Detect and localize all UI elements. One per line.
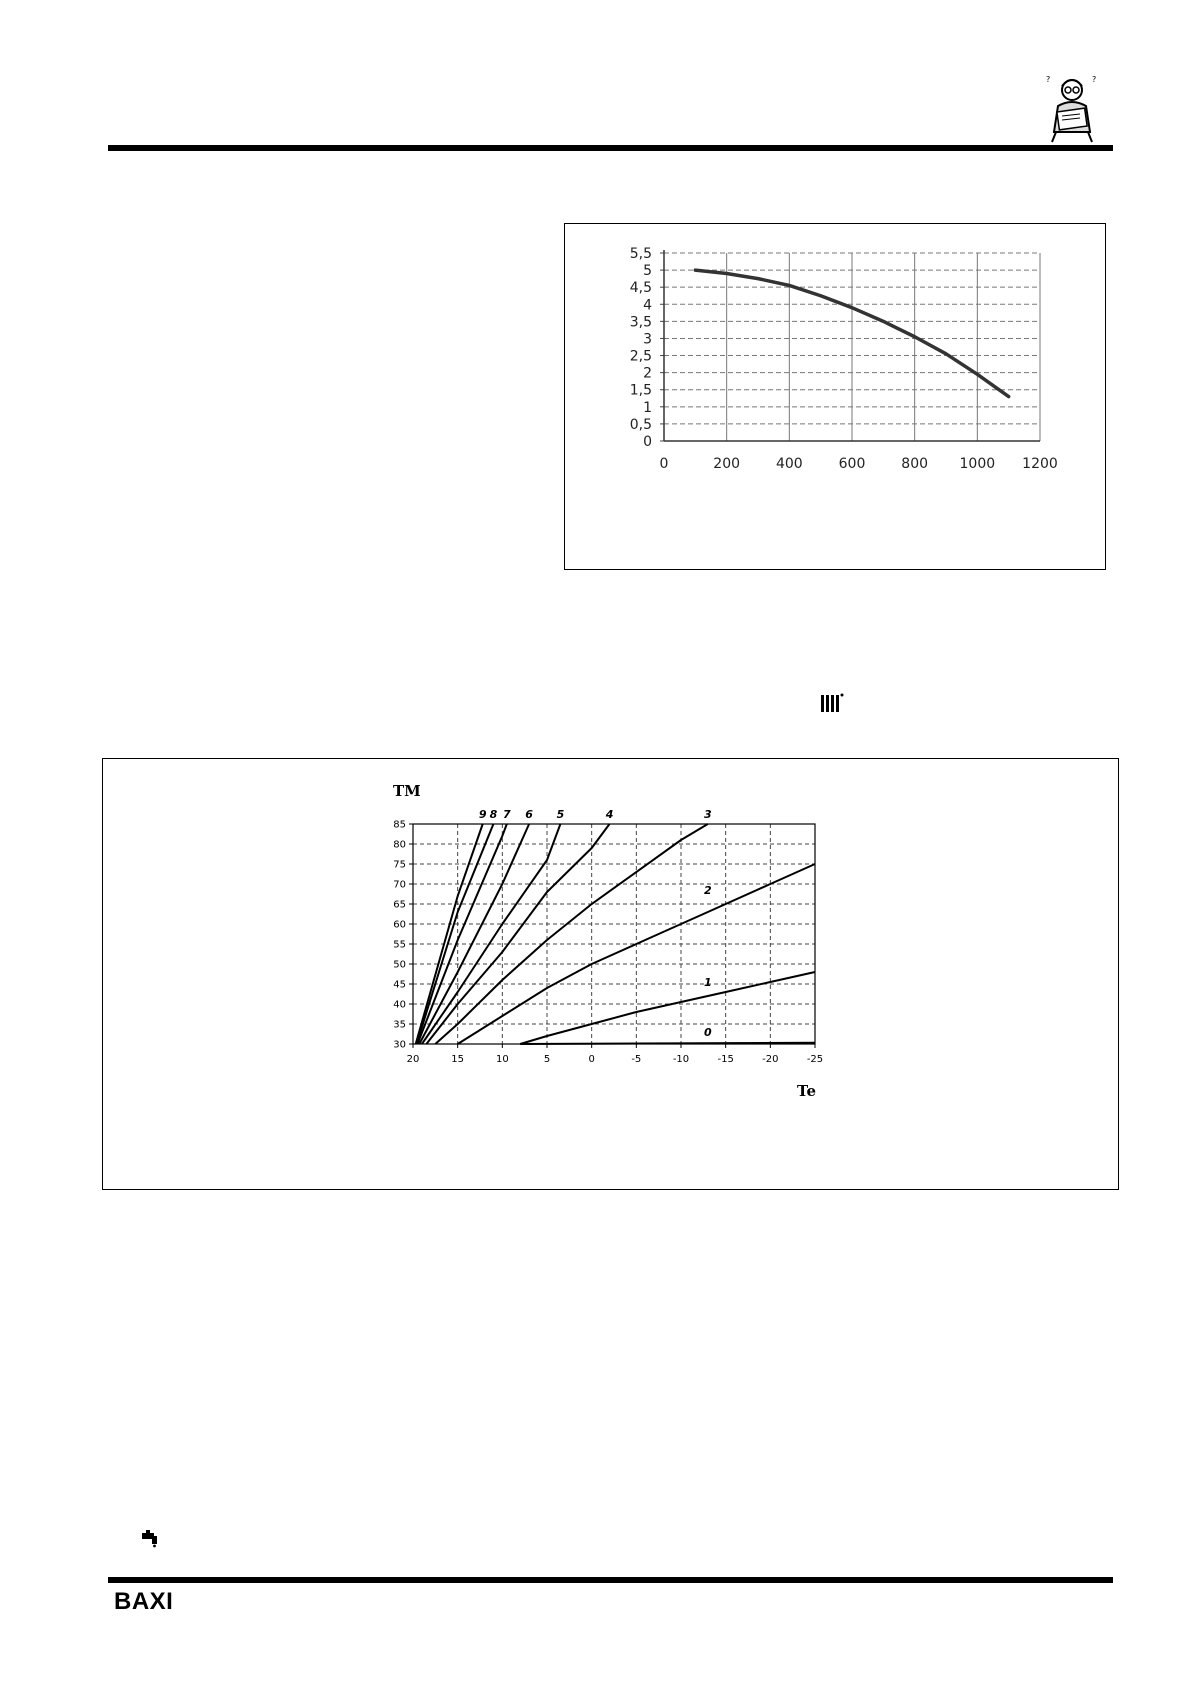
y-tick-label: 4,5 bbox=[629, 280, 652, 297]
plot-frame bbox=[413, 824, 815, 1044]
x-tick-label: 400 bbox=[775, 456, 803, 472]
x-tick-label: 15 bbox=[451, 1054, 465, 1065]
y-tick-label: 1 bbox=[643, 399, 652, 416]
curve-label-4: 4 bbox=[605, 808, 614, 821]
baxi-logo bbox=[114, 1588, 188, 1612]
footer-rule bbox=[108, 1577, 1113, 1583]
curve-label-5: 5 bbox=[556, 808, 565, 821]
x-axis-label: Te bbox=[797, 1082, 816, 1100]
x-tick-label: -15 bbox=[717, 1054, 734, 1065]
water-tap-icon bbox=[140, 1530, 160, 1548]
x-tick-label: 10 bbox=[495, 1054, 509, 1065]
y-tick-label: 40 bbox=[393, 999, 406, 1011]
svg-text:?: ? bbox=[1092, 75, 1097, 84]
heating-curve-6 bbox=[419, 824, 529, 1044]
heating-curve-0 bbox=[520, 1043, 815, 1044]
heating-curve-4 bbox=[426, 824, 609, 1044]
x-tick-label: 600 bbox=[838, 456, 866, 472]
y-tick-label: 50 bbox=[393, 959, 406, 971]
curve-label-9: 9 bbox=[478, 808, 487, 821]
y-tick-label: 85 bbox=[393, 819, 406, 831]
heating-curve-9 bbox=[416, 824, 483, 1044]
x-tick-label: -10 bbox=[672, 1054, 690, 1065]
y-tick-label: 70 bbox=[393, 879, 406, 891]
pump-curve-chart-frame bbox=[564, 223, 1106, 570]
y-tick-label: 5,5 bbox=[629, 246, 652, 262]
y-tick-label: 65 bbox=[393, 899, 406, 911]
curve-label-7: 7 bbox=[502, 808, 511, 821]
x-tick-label: 1200 bbox=[1022, 456, 1058, 472]
curve-label-2: 2 bbox=[703, 884, 712, 897]
heating-curve-8 bbox=[417, 824, 494, 1044]
curve-label-6: 6 bbox=[525, 808, 533, 821]
y-tick-label: 0 bbox=[643, 434, 652, 450]
x-tick-label: -5 bbox=[631, 1054, 642, 1065]
y-tick-label: 35 bbox=[393, 1019, 406, 1031]
y-tick-label: 5 bbox=[643, 263, 652, 280]
y-tick-label: 1,5 bbox=[629, 382, 652, 399]
heating-curve-5 bbox=[422, 824, 561, 1044]
curve-label-1: 1 bbox=[703, 976, 712, 989]
x-tick-label: -25 bbox=[806, 1054, 824, 1065]
reading-man-icon bbox=[1044, 72, 1102, 144]
x-tick-label: 0 bbox=[659, 456, 669, 472]
svg-text:?: ? bbox=[1046, 75, 1051, 84]
y-tick-label: 3,5 bbox=[629, 314, 652, 331]
y-tick-label: 80 bbox=[393, 839, 406, 851]
y-tick-label: 2 bbox=[643, 365, 652, 382]
pump-curve-chart bbox=[565, 224, 1105, 569]
heating-curves-chart bbox=[103, 759, 1118, 1189]
header-rule bbox=[108, 145, 1113, 151]
x-tick-label: 5 bbox=[543, 1054, 551, 1065]
x-tick-label: 800 bbox=[901, 456, 929, 472]
x-tick-label: 0 bbox=[588, 1054, 595, 1065]
y-tick-label: 75 bbox=[393, 859, 406, 871]
x-tick-label: 1000 bbox=[959, 456, 996, 472]
curve-label-0: 0 bbox=[703, 1026, 712, 1039]
y-tick-label: 0,5 bbox=[629, 416, 652, 433]
y-tick-label: 30 bbox=[393, 1039, 406, 1051]
heating-curves-chart-frame bbox=[102, 758, 1119, 1190]
x-tick-label: 20 bbox=[406, 1054, 420, 1065]
curve-label-3: 3 bbox=[703, 808, 712, 821]
svg-text:BAXI: BAXI bbox=[114, 1588, 174, 1612]
heating-curve-7 bbox=[418, 824, 507, 1044]
y-tick-label: 55 bbox=[393, 939, 406, 951]
y-tick-label: 45 bbox=[393, 979, 406, 991]
radiator-icon bbox=[820, 692, 844, 714]
curve-label-8: 8 bbox=[489, 808, 498, 821]
y-tick-label: 4 bbox=[643, 297, 652, 314]
y-tick-label: 3 bbox=[643, 331, 652, 348]
y-tick-label: 60 bbox=[393, 919, 406, 931]
x-tick-label: 200 bbox=[713, 456, 741, 472]
y-tick-label: 2,5 bbox=[629, 348, 652, 365]
y-axis-label: TM bbox=[393, 782, 421, 800]
x-tick-label: -20 bbox=[762, 1054, 779, 1065]
